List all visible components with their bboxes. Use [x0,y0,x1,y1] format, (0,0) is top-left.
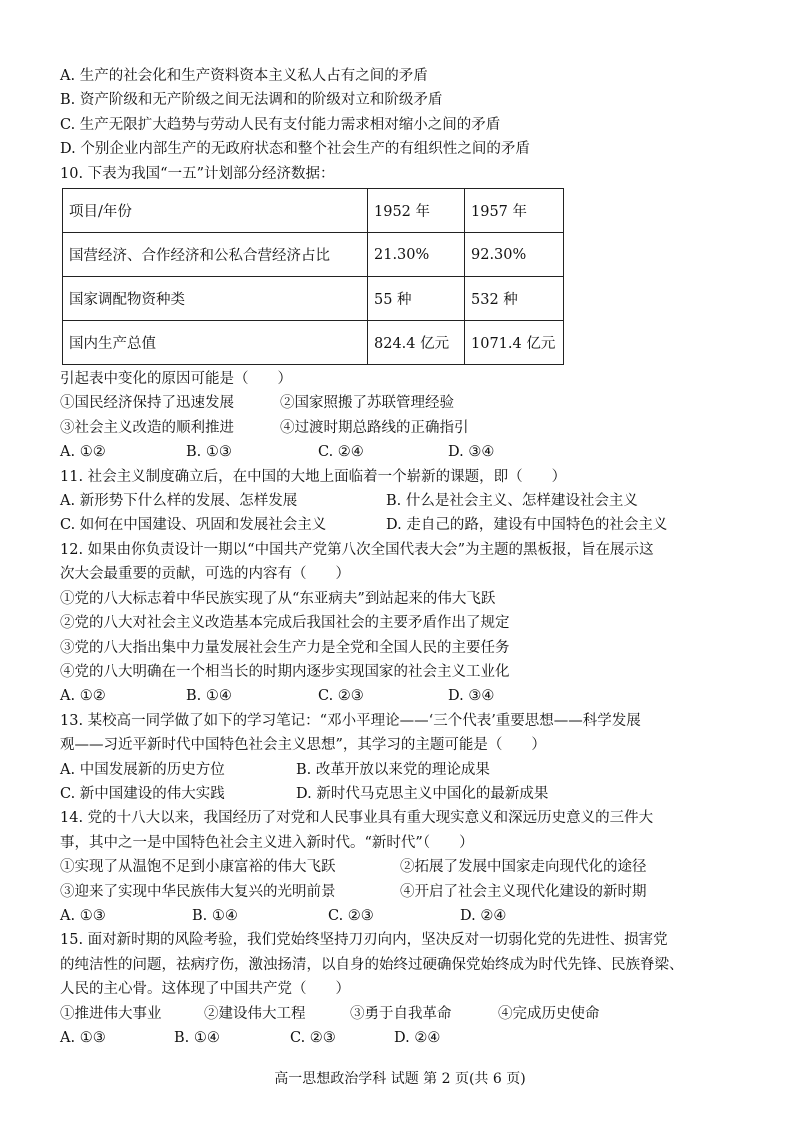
table-cell: 55 种 [368,277,465,321]
q12-stem-line-2: 次大会最重要的贡献，可选的内容有（ ） [60,566,350,583]
q10-item-2: ②国家照搬了苏联管理经验 [280,395,454,412]
question-13 [60,709,760,807]
q13-options-row-1 [60,758,760,782]
q12-stem-line-1: 12. 如果由你负责设计一期以“中国共产党第八次全国代表大会”为主题的黑板报，旨在展示这 [60,541,654,558]
q15-stem-line-3: 人民的主心骨。这体现了中国共产党（ ） [60,981,350,998]
q14-stem-line-1: 14. 党的十八大以来，我国经历了对党和人民事业具有重大现实意义和深远历史意义的三件大 [60,810,654,827]
table-cell: 21.30% [368,233,465,277]
q15-items [60,1002,760,1026]
q15-item-3: ③勇于自我革命 [350,1005,452,1022]
q13-option-d: D. 新时代马克思主义中国化的最新成果 [296,785,549,802]
question-12 [60,538,760,709]
q10-data-table [62,188,564,365]
q13-options-row-2 [60,782,760,806]
table-header-cell: 项目/年份 [63,189,368,233]
q11-option-d: D. 走自己的路，建设有中国特色的社会主义 [386,517,668,534]
q12-option-a: A. ①② [60,688,106,705]
table-cell: 824.4 亿元 [368,321,465,365]
table-cell: 国家调配物资种类 [63,277,368,321]
q14-item-3: ③迎来了实现中华民族伟大复兴的光明前景 [60,883,336,900]
exam-page [60,64,760,1050]
q9-options [60,64,760,162]
q14-item-2: ②拓展了发展中国家走向现代化的途径 [400,859,647,876]
q10-options [60,440,760,464]
q14-item-1: ①实现了从温饱不足到小康富裕的伟大飞跃 [60,859,336,876]
question-11 [60,465,760,538]
table-header-row [63,189,564,233]
q15-stem-line-1: 15. 面对新时期的风险考验，我们党始终坚持刀刃向内，坚决反对一切弱化党的先进性、损害党 [60,932,668,949]
q11-option-a: A. 新形势下什么样的发展、怎样发展 [60,493,298,510]
question-15 [60,928,760,1050]
q11-options-row-1 [60,489,760,513]
q15-option-a: A. ①③ [60,1030,106,1046]
q14-item-4: ④开启了社会主义现代化建设的新时期 [400,883,647,900]
q15-options [60,1026,760,1050]
q9-option-d: D. 个别企业内部生产的无政府状态和整个社会生产的有组织性之间的矛盾 [60,141,530,158]
q12-item-4: ④党的八大明确在一个相当长的时期内逐步实现国家的社会主义工业化 [60,663,510,680]
q15-stem-line-2: 的纯洁性的问题，祛病疗伤，激浊扬清，以自身的始终过硬确保党始终成为时代先锋、民族脊梁、 [60,956,684,973]
q12-option-b: B. ①④ [186,688,232,705]
q15-option-c: C. ②③ [290,1030,336,1046]
table-cell: 1071.4 亿元 [465,321,564,365]
q11-stem: 11. 社会主义制度确立后，在中国的大地上面临着一个崭新的课题，即（ ） [60,468,567,485]
table-cell: 532 种 [465,277,564,321]
q10-option-b: B. ①③ [186,444,232,461]
q10-item-1: ①国民经济保持了迅速发展 [60,395,234,412]
table-cell: 国营经济、合作经济和公私合营经济占比 [63,233,368,277]
q13-option-c: C. 新中国建设的伟大实践 [60,785,225,802]
q10-option-d: D. ③④ [448,444,495,461]
page-footer: 高一思想政治学科 试题 第 2 页(共 6 页) [274,1071,526,1087]
q12-options [60,684,760,708]
q13-stem-line-2: 观——习近平新时代中国特色社会主义思想”，其学习的主题可能是（ ） [60,737,546,754]
table-header-cell: 1952 年 [368,189,465,233]
q10-stem: 10. 下表为我国“一五”计划部分经济数据： [60,165,335,182]
q12-item-2: ②党的八大对社会主义改造基本完成后我国社会的主要矛盾作出了规定 [60,615,510,632]
q9-option-b: B. 资产阶级和无产阶级之间无法调和的阶级对立和阶级矛盾 [60,92,443,109]
q10-question: 引起表中变化的原因可能是（ ） [60,371,292,388]
q10-option-a: A. ①② [60,444,106,461]
q11-options-row-2 [60,513,760,537]
q12-option-c: C. ②③ [318,688,364,705]
q15-option-d: D. ②④ [394,1030,441,1046]
question-14 [60,806,760,928]
q13-option-a: A. 中国发展新的历史方位 [60,761,225,778]
table-row [63,277,564,321]
table-row [63,321,564,365]
table-cell: 92.30% [465,233,564,277]
q14-items-row-2 [60,880,760,904]
q14-option-b: B. ①④ [192,907,238,924]
q14-option-d: D. ②④ [460,907,507,924]
q14-option-a: A. ①③ [60,907,106,924]
q12-option-d: D. ③④ [448,688,495,705]
q13-option-b: B. 改革开放以来党的理论成果 [296,761,490,778]
table-cell: 国内生产总值 [63,321,368,365]
q10-items-row-2 [60,416,760,440]
table-row [63,233,564,277]
q10-option-c: C. ②④ [318,444,364,461]
q14-options [60,904,760,928]
q9-option-c: C. 生产无限扩大趋势与劳动人民有支付能力需求相对缩小之间的矛盾 [60,116,501,133]
q10-items-row-1 [60,391,760,415]
q14-stem-line-2: 事，其中之一是中国特色社会主义进入新时代。“新时代”（ ） [60,834,474,851]
q15-item-1: ①推进伟大事业 [60,1005,162,1022]
q14-option-c: C. ②③ [328,907,374,924]
q15-item-2: ②建设伟大工程 [204,1005,306,1022]
q11-option-b: B. 什么是社会主义、怎样建设社会主义 [386,493,638,510]
question-10 [60,162,760,465]
q15-option-b: B. ①④ [174,1030,220,1046]
q12-item-3: ③党的八大指出集中力量发展社会生产力是全党和全国人民的主要任务 [60,639,510,656]
q10-item-3: ③社会主义改造的顺利推进 [60,419,234,436]
q12-item-1: ①党的八大标志着中华民族实现了从“东亚病夫”到站起来的伟大飞跃 [60,590,496,607]
q13-stem-line-1: 13. 某校高一同学做了如下的学习笔记：“邓小平理论——‘三个代表’重要思想——科学发展 [60,712,641,729]
q15-item-4: ④完成历史使命 [498,1005,600,1022]
q14-items-row-1 [60,855,760,879]
q10-item-4: ④过渡时期总路线的正确指引 [280,419,469,436]
q11-option-c: C. 如何在中国建设、巩固和发展社会主义 [60,517,327,534]
q9-option-a: A. 生产的社会化和生产资料资本主义私人占有之间的矛盾 [60,68,428,84]
table-header-cell: 1957 年 [465,189,564,233]
